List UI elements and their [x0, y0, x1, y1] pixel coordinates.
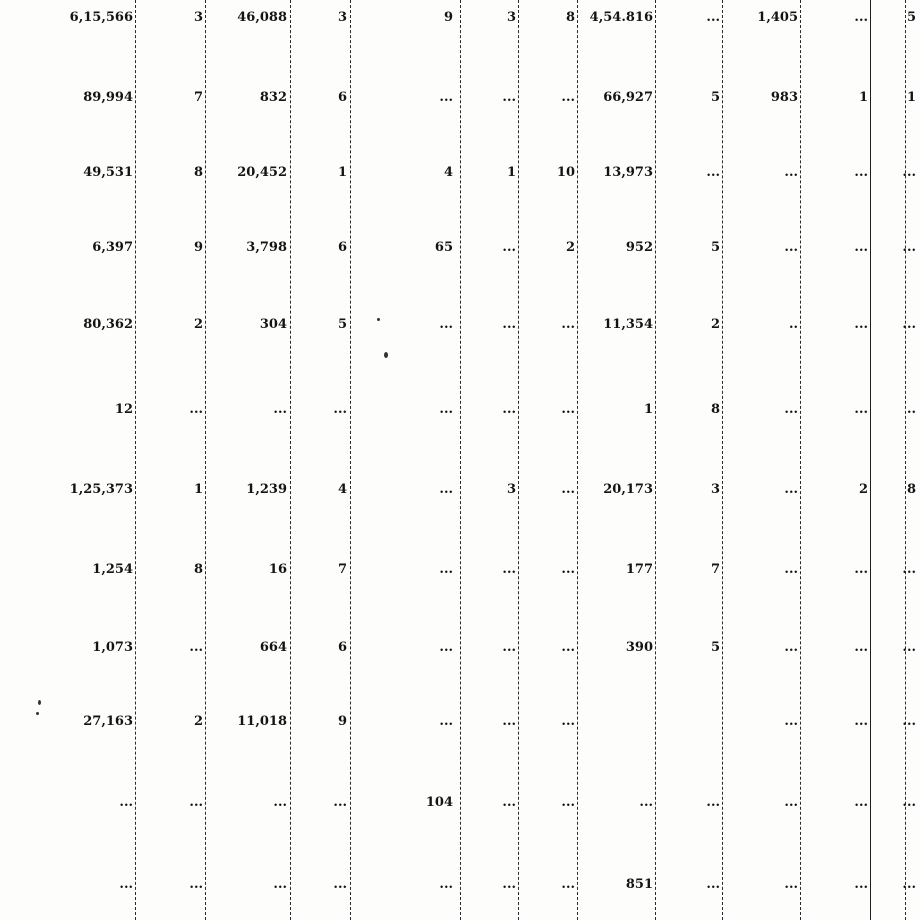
table-cell: 952 [625, 240, 653, 255]
table-cell: 7 [337, 562, 347, 577]
table-cell: 8 [193, 165, 203, 180]
table-cell: 3,798 [246, 240, 287, 255]
table-cell: ... [189, 640, 203, 655]
table-cell: ... [333, 402, 347, 417]
table-cell: 5 [710, 90, 720, 105]
table-cell: ... [561, 482, 575, 497]
table-cell: ... [784, 795, 798, 810]
table-cell: ... [502, 714, 516, 729]
table-cell: 89,994 [83, 90, 133, 105]
table-cell: 3 [193, 10, 203, 25]
table-cell: ... [439, 317, 453, 332]
table-cell: ... [502, 90, 516, 105]
table-cell: 1 [858, 90, 868, 105]
table-cell: ... [854, 877, 868, 892]
table-cell: 9 [337, 714, 347, 729]
table-cell: ... [333, 877, 347, 892]
table-cell: 27,163 [83, 714, 133, 729]
table-cell: 304 [259, 317, 287, 332]
table-cell: ... [784, 877, 798, 892]
table-cell: ... [439, 562, 453, 577]
table-cell: ... [854, 714, 868, 729]
table-cell: ... [502, 402, 516, 417]
table-cell: ... [333, 795, 347, 810]
table-cell: 1,239 [246, 482, 287, 497]
table-cell: ... [902, 714, 916, 729]
table-cell: ... [502, 795, 516, 810]
table-cell: 1 [906, 90, 916, 105]
table-cell: ... [502, 640, 516, 655]
table-cell: ... [439, 640, 453, 655]
table-cell: 13,973 [603, 165, 653, 180]
table-cell: ... [189, 877, 203, 892]
table-cell: ... [784, 402, 798, 417]
table-cell: 4 [337, 482, 347, 497]
column-rule [722, 0, 723, 920]
table-cell: .. [788, 317, 798, 332]
table-cell: 104 [425, 795, 453, 810]
table-cell: ... [902, 795, 916, 810]
column-rule [655, 0, 656, 920]
table-cell: 8 [710, 402, 720, 417]
table-cell: 16 [268, 562, 287, 577]
table-cell [655, 710, 724, 734]
ink-speck [36, 712, 39, 715]
table-cell: 11,018 [237, 714, 287, 729]
table-cell: ... [561, 317, 575, 332]
table-cell: 177 [625, 562, 653, 577]
table-cell: ... [439, 402, 453, 417]
column-rule [905, 0, 906, 920]
table-cell: ... [706, 877, 720, 892]
table-cell: 1,405 [757, 10, 798, 25]
table-cell: ... [502, 877, 516, 892]
table-cell: ... [273, 402, 287, 417]
table-cell: 6,15,566 [69, 10, 133, 25]
table-cell: 7 [710, 562, 720, 577]
table-cell: ... [784, 714, 798, 729]
table-cell: ... [854, 240, 868, 255]
table-cell: 46,088 [237, 10, 287, 25]
table-cell: ... [706, 165, 720, 180]
table-cell: ... [119, 795, 133, 810]
table-cell: 5 [710, 240, 720, 255]
table-cell: 10 [556, 165, 575, 180]
table-cell: 5 [337, 317, 347, 332]
column-rule [577, 0, 578, 920]
table-cell: 6 [337, 90, 347, 105]
table-cell [577, 710, 657, 734]
table-cell: ... [854, 795, 868, 810]
table-cell: ... [706, 795, 720, 810]
table-cell: 2 [565, 240, 575, 255]
table-cell: 20,173 [603, 482, 653, 497]
ink-speck [384, 352, 388, 358]
table-cell: 11,354 [603, 317, 653, 332]
table-cell: ... [189, 402, 203, 417]
table-cell: 3 [506, 10, 516, 25]
column-rule [350, 0, 351, 920]
table-cell: ... [561, 795, 575, 810]
table-cell: 5 [906, 10, 916, 25]
table-cell: 65 [434, 240, 453, 255]
table-cell: ... [854, 402, 868, 417]
table-cell: 1 [506, 165, 516, 180]
table-cell: 7 [193, 90, 203, 105]
table-cell: ... [439, 877, 453, 892]
table-cell: ... [854, 640, 868, 655]
table-cell: ... [273, 795, 287, 810]
table-cell: 2 [193, 317, 203, 332]
table-cell: 5 [710, 640, 720, 655]
table-cell: 4 [443, 165, 453, 180]
table-cell: 3 [710, 482, 720, 497]
column-rule [518, 0, 519, 920]
table-cell: ... [561, 714, 575, 729]
table-cell: ... [902, 562, 916, 577]
table-cell: 9 [193, 240, 203, 255]
table-cell: ... [902, 640, 916, 655]
table-cell: ... [902, 165, 916, 180]
table-cell: 1,254 [92, 562, 133, 577]
table-cell: 3 [337, 10, 347, 25]
table-cell: 1 [643, 402, 653, 417]
table-cell: ... [439, 90, 453, 105]
table-cell: ... [639, 795, 653, 810]
table-cell: ... [854, 317, 868, 332]
table-cell: 6 [337, 240, 347, 255]
table-cell: ... [273, 877, 287, 892]
column-rule [800, 0, 801, 920]
table-cell: 80,362 [83, 317, 133, 332]
table-cell: 851 [625, 877, 653, 892]
table-cell: .. [906, 402, 916, 417]
table-cell: 4,54.816 [589, 10, 653, 25]
table-cell: 2 [193, 714, 203, 729]
table-cell: ... [189, 795, 203, 810]
table-cell: ... [784, 165, 798, 180]
column-rule [290, 0, 291, 920]
table-cell: 9 [443, 10, 453, 25]
table-cell: ... [561, 640, 575, 655]
table-cell: ... [902, 240, 916, 255]
table-cell: 390 [625, 640, 653, 655]
table-cell: 8 [906, 482, 916, 497]
table-cell: 20,452 [237, 165, 287, 180]
table-cell: 6,397 [92, 240, 133, 255]
ink-speck [38, 700, 41, 705]
table-cell: 2 [858, 482, 868, 497]
table-cell: 8 [565, 10, 575, 25]
table-cell: 2 [710, 317, 720, 332]
table-cell: 66,927 [603, 90, 653, 105]
column-rule [460, 0, 461, 920]
column-rule [870, 0, 871, 920]
table-cell: ... [854, 562, 868, 577]
table-cell: ... [119, 877, 133, 892]
table-cell: 1,073 [92, 640, 133, 655]
ink-speck [377, 318, 380, 321]
table-cell: ... [561, 562, 575, 577]
table-cell: 12 [114, 402, 133, 417]
table-cell: ... [502, 317, 516, 332]
table-cell: 8 [193, 562, 203, 577]
table-cell: 664 [259, 640, 287, 655]
table-cell: ... [561, 402, 575, 417]
table-cell: 3 [506, 482, 516, 497]
table-cell: 1,25,373 [69, 482, 133, 497]
table-cell: ... [902, 877, 916, 892]
table-cell: ... [784, 640, 798, 655]
table-cell: 832 [259, 90, 287, 105]
table-cell: ... [706, 10, 720, 25]
table-cell: 6 [337, 640, 347, 655]
table-cell: ... [502, 240, 516, 255]
column-rule [135, 0, 136, 920]
table-cell: 983 [770, 90, 798, 105]
table-cell: 1 [193, 482, 203, 497]
table-cell: ... [854, 165, 868, 180]
column-rule [205, 0, 206, 920]
table-cell: ... [784, 482, 798, 497]
table-cell: ... [439, 482, 453, 497]
table-cell: 1 [337, 165, 347, 180]
table-cell: ... [439, 714, 453, 729]
table-cell: 49,531 [83, 165, 133, 180]
table-cell: ... [784, 562, 798, 577]
table-cell: ... [854, 10, 868, 25]
table-cell: ... [502, 562, 516, 577]
table-cell: ... [902, 317, 916, 332]
table-cell: ... [561, 877, 575, 892]
table-cell: ... [561, 90, 575, 105]
table-cell: ... [784, 240, 798, 255]
